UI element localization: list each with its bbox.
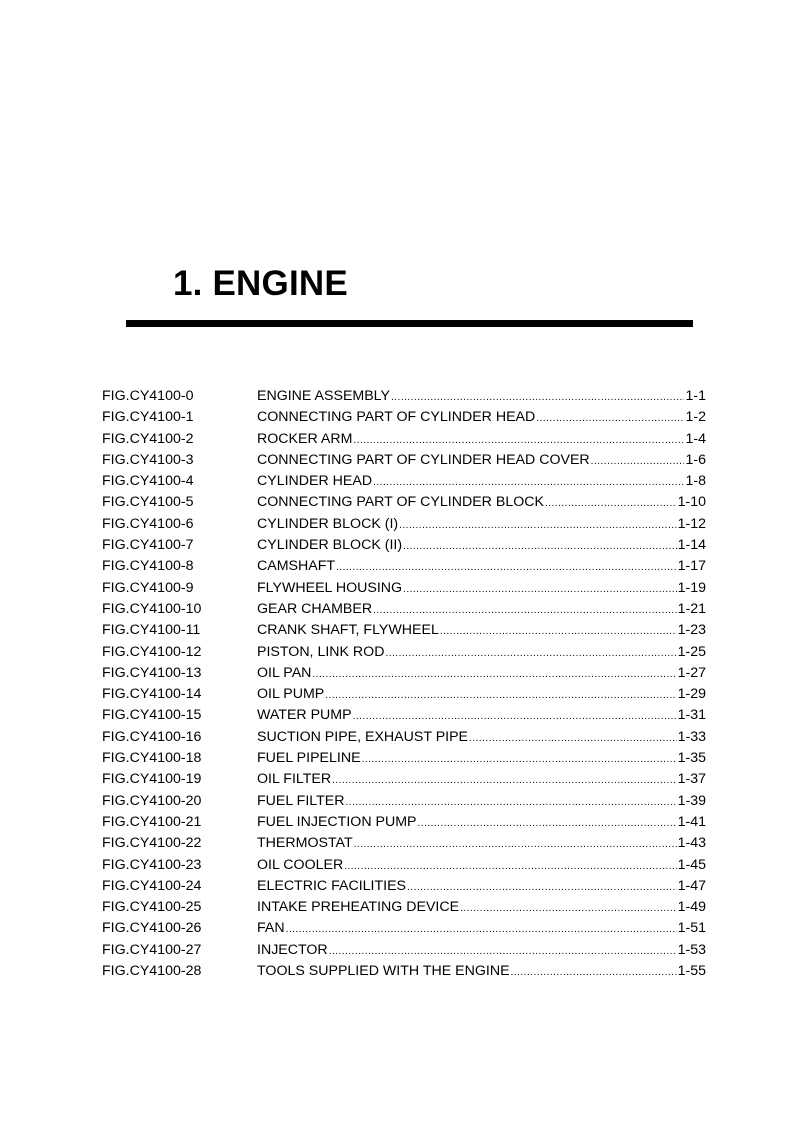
page-number: 1-4: [685, 430, 706, 447]
toc-row[interactable]: [0, 940, 794, 961]
table-of-contents: [0, 386, 794, 982]
entry-title: FAN: [257, 920, 285, 937]
page-number: 1-51: [677, 920, 706, 937]
toc-row[interactable]: [0, 918, 794, 939]
dot-leader: [403, 579, 677, 600]
page-number: 1-23: [677, 622, 706, 639]
fig-number: FIG.CY4100-13: [102, 664, 202, 681]
dot-leader: [373, 472, 684, 493]
fig-number: FIG.CY4100-11: [102, 622, 201, 639]
entry-title: CRANK SHAFT, FLYWHEEL: [257, 622, 439, 639]
entry-title: FLYWHEEL HOUSING: [257, 579, 403, 596]
fig-number: FIG.CY4100-27: [102, 941, 202, 958]
fig-number: FIG.CY4100-28: [102, 963, 202, 980]
toc-row[interactable]: [0, 727, 794, 748]
dot-leader: [407, 877, 677, 898]
dot-leader: [332, 770, 676, 791]
toc-row[interactable]: [0, 429, 794, 450]
entry-title: INJECTOR: [257, 941, 328, 958]
page-number: 1-41: [677, 813, 706, 830]
fig-number: FIG.CY4100-19: [102, 771, 202, 788]
dot-leader: [385, 643, 676, 664]
page-number: 1-43: [677, 835, 706, 852]
entry-title: OIL PAN: [257, 664, 312, 681]
dot-leader: [312, 664, 676, 685]
entry-title: CONNECTING PART OF CYLINDER HEAD COVER: [257, 451, 590, 468]
fig-number: FIG.CY4100-5: [102, 494, 194, 511]
entry-title: TOOLS SUPPLIED WITH THE ENGINE: [257, 963, 510, 980]
fig-number: FIG.CY4100-15: [102, 707, 202, 724]
page-number: 1-17: [677, 558, 706, 575]
page-number: 1-21: [677, 600, 706, 617]
toc-row[interactable]: [0, 492, 794, 513]
entry-title: WATER PUMP: [257, 707, 352, 724]
toc-row[interactable]: [0, 386, 794, 407]
entry-title: CYLINDER BLOCK (I): [257, 515, 399, 532]
entry-title: SUCTION PIPE, EXHAUST PIPE: [257, 728, 469, 745]
dot-leader: [591, 451, 685, 472]
fig-number: FIG.CY4100-2: [102, 430, 194, 447]
fig-number: FIG.CY4100-4: [102, 473, 194, 490]
dot-leader: [336, 557, 677, 578]
entry-title: FUEL PIPELINE: [257, 750, 361, 767]
toc-row[interactable]: [0, 684, 794, 705]
entry-title: CONNECTING PART OF CYLINDER BLOCK: [257, 494, 544, 511]
entry-title: OIL FILTER: [257, 771, 332, 788]
entry-title: CONNECTING PART OF CYLINDER HEAD: [257, 409, 536, 426]
chapter-title: 1. ENGINE: [173, 264, 348, 303]
page-number: 1-25: [677, 643, 706, 660]
toc-row[interactable]: [0, 663, 794, 684]
entry-title: CAMSHAFT: [257, 558, 336, 575]
fig-number: FIG.CY4100-10: [102, 600, 202, 617]
entry-title: PISTON, LINK ROD: [257, 643, 385, 660]
dot-leader: [511, 962, 677, 983]
toc-row[interactable]: [0, 705, 794, 726]
fig-number: FIG.CY4100-24: [102, 877, 202, 894]
fig-number: FIG.CY4100-20: [102, 792, 202, 809]
fig-number: FIG.CY4100-18: [102, 750, 202, 767]
toc-row[interactable]: [0, 450, 794, 471]
dot-leader: [373, 600, 677, 621]
page-number: 1-8: [685, 473, 706, 490]
toc-row[interactable]: [0, 833, 794, 854]
fig-number: FIG.CY4100-22: [102, 835, 202, 852]
toc-row[interactable]: [0, 556, 794, 577]
page-number: 1-37: [677, 771, 706, 788]
dot-leader: [329, 941, 677, 962]
fig-number: FIG.CY4100-7: [102, 537, 194, 554]
dot-leader: [440, 621, 677, 642]
dot-leader: [399, 515, 676, 536]
toc-row[interactable]: [0, 407, 794, 428]
page-number: 1-45: [677, 856, 706, 873]
page-number: 1-55: [677, 963, 706, 980]
dot-leader: [344, 856, 676, 877]
page-number: 1-12: [677, 515, 706, 532]
toc-row[interactable]: [0, 620, 794, 641]
fig-number: FIG.CY4100-14: [102, 686, 202, 703]
entry-title: ENGINE ASSEMBLY: [257, 388, 390, 404]
page-number: 1-49: [677, 899, 706, 916]
page-number: 1-6: [685, 451, 706, 468]
entry-title: FUEL INJECTION PUMP: [257, 813, 417, 830]
dot-leader: [545, 493, 677, 514]
entry-title: INTAKE PREHEATING DEVICE: [257, 899, 460, 916]
fig-number: FIG.CY4100-6: [102, 515, 194, 532]
entry-title: CYLINDER BLOCK (II): [257, 537, 403, 554]
page-number: 1-35: [677, 750, 706, 767]
fig-number: FIG.CY4100-9: [102, 579, 194, 596]
dot-leader: [536, 408, 684, 429]
toc-row[interactable]: [0, 769, 794, 790]
entry-title: ELECTRIC FACILITIES: [257, 877, 407, 894]
toc-row[interactable]: [0, 471, 794, 492]
toc-row[interactable]: [0, 514, 794, 535]
toc-row[interactable]: [0, 642, 794, 663]
page-number: 1-29: [677, 686, 706, 703]
page-number: 1-10: [677, 494, 706, 511]
toc-row[interactable]: [0, 961, 794, 982]
dot-leader: [418, 813, 677, 834]
fig-number: FIG.CY4100-1: [102, 409, 194, 426]
toc-row[interactable]: [0, 535, 794, 556]
toc-row[interactable]: [0, 748, 794, 769]
entry-title: CYLINDER HEAD: [257, 473, 373, 490]
title-rule: [126, 320, 693, 327]
page-number: 1-39: [677, 792, 706, 809]
toc-row[interactable]: [0, 876, 794, 897]
fig-number: FIG.CY4100-26: [102, 920, 202, 937]
dot-leader: [353, 706, 677, 727]
fig-number: FIG.CY4100-0: [102, 388, 194, 404]
toc-row[interactable]: [0, 578, 794, 599]
fig-number: FIG.CY4100-8: [102, 558, 194, 575]
page-number: 1-2: [685, 409, 706, 426]
fig-number: FIG.CY4100-3: [102, 451, 194, 468]
entry-title: GEAR CHAMBER: [257, 600, 373, 617]
dot-leader: [460, 898, 677, 919]
fig-number: FIG.CY4100-25: [102, 899, 202, 916]
fig-number: FIG.CY4100-16: [102, 728, 202, 745]
page-number: 1-31: [677, 707, 706, 724]
toc-row[interactable]: [0, 812, 794, 833]
dot-leader: [325, 685, 676, 706]
page-number: 1-27: [677, 664, 706, 681]
page-number: 1-47: [677, 877, 706, 894]
dot-leader: [354, 834, 677, 855]
page-number: 1-33: [677, 728, 706, 745]
page-number: 1-19: [677, 579, 706, 596]
entry-title: FUEL FILTER: [257, 792, 345, 809]
dot-leader: [469, 728, 677, 749]
page-number: 1-1: [685, 388, 706, 404]
fig-number: FIG.CY4100-23: [102, 856, 202, 873]
entry-title: OIL PUMP: [257, 686, 325, 703]
page-number: 1-14: [677, 537, 706, 554]
dot-leader: [403, 536, 677, 557]
dot-leader: [286, 919, 677, 940]
toc-row[interactable]: [0, 599, 794, 620]
toc-row[interactable]: [0, 855, 794, 876]
entry-title: ROCKER ARM: [257, 430, 353, 447]
dot-leader: [346, 792, 677, 813]
entry-title: THERMOSTAT: [257, 835, 353, 852]
page-number: 1-53: [677, 941, 706, 958]
dot-leader: [391, 387, 684, 408]
toc-row[interactable]: [0, 791, 794, 812]
dot-leader: [353, 430, 684, 451]
entry-title: OIL COOLER: [257, 856, 344, 873]
fig-number: FIG.CY4100-12: [102, 643, 202, 660]
fig-number: FIG.CY4100-21: [102, 813, 202, 830]
toc-row[interactable]: [0, 897, 794, 918]
dot-leader: [362, 749, 677, 770]
